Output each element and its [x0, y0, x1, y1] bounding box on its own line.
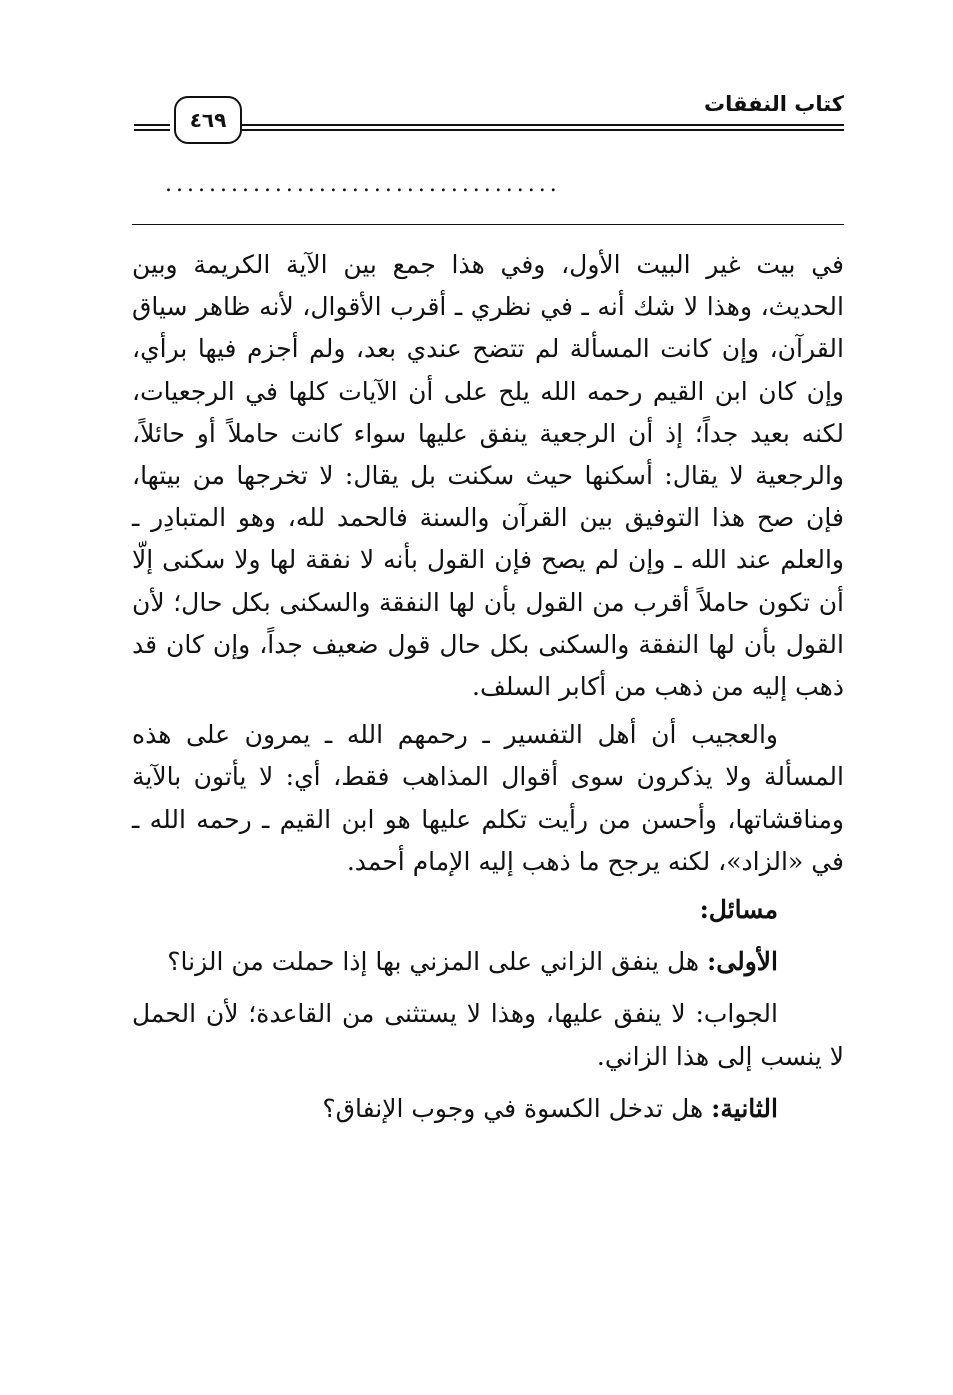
- question-1-text: هل ينفق الزاني على المزني بها إذا حملت من الزنا؟: [167, 947, 700, 977]
- page-body: [132, 244, 844, 1130]
- question-2: [132, 1088, 844, 1130]
- question-2-label: الثانية:: [711, 1093, 778, 1123]
- header-rule: [242, 124, 844, 131]
- page-number: ٤٦٩: [174, 96, 242, 144]
- paragraph-2: والعجيب أن أهل التفسير ـ رحمهم الله ـ يمرون على هذه المسألة ولا يذكرون سوى أقوال المذاهب فقط، أي: لا يأتون بالآية ومناقشاتها، وأحسن من رأيت تكلم عليها هو ابن القيم ـ رحمه الله ـ في «الزاد»، لكنه يرجح ما ذهب إليه الإمام أحمد.: [132, 720, 844, 876]
- question-2-text: هل تدخل الكسوة في وجوب الإنفاق؟: [322, 1093, 704, 1123]
- answer-1: الجواب: لا ينفق عليها، وهذا لا يستثنى من القاعدة؛ لأن الحمل لا ينسب إلى هذا الزاني.: [132, 999, 844, 1071]
- question-1: [132, 941, 844, 983]
- content-separator: [132, 224, 844, 225]
- header-rule-short: [134, 124, 170, 131]
- paragraph-1: في بيت غير البيت الأول، وفي هذا جمع بين الآية الكريمة وبين الحديث، وهذا لا شك أنه ـ في نظري ـ أقرب الأقوال، لأنه ظاهر سياق القرآن، وإن كانت المسألة لم تتضح عندي بعد، ولم أجزم فيها برأي، وإن كان ابن القيم رحمه الله يلح على أن الآيات كلها في الرجعيات، لكنه بعيد جداً؛ إذ أن الرجعية ينفق عليها سواء كانت حاملاً أو حائلاً، والرجعية لا يقال: أسكنها حيث سكنت بل يقال: لا تخرجها من بيتها، فإن صح هذا التوفيق بين القرآن والسنة فالحمد لله، وهو المتبادِر ـ والعلم عند الله ـ وإن لم يصح فإن القول بأنه لا نفقة لها ولا سكنى إلّا أن تكون حاملاً أقرب من القول بأن لها النفقة والسكنى بكل حال؛ لأن القول بأن لها النفقة والسكنى بكل حال قول ضعيف جداً، وإن كان قد ذهب إليه من ذهب من أكابر السلف.: [132, 250, 844, 702]
- question-1-label: الأولى:: [707, 947, 778, 977]
- page-header: [132, 86, 844, 146]
- book-title: كتاب النفقات: [704, 92, 844, 116]
- masail-heading: مسائل:: [699, 895, 778, 925]
- separator-dots: ....................................: [165, 172, 561, 197]
